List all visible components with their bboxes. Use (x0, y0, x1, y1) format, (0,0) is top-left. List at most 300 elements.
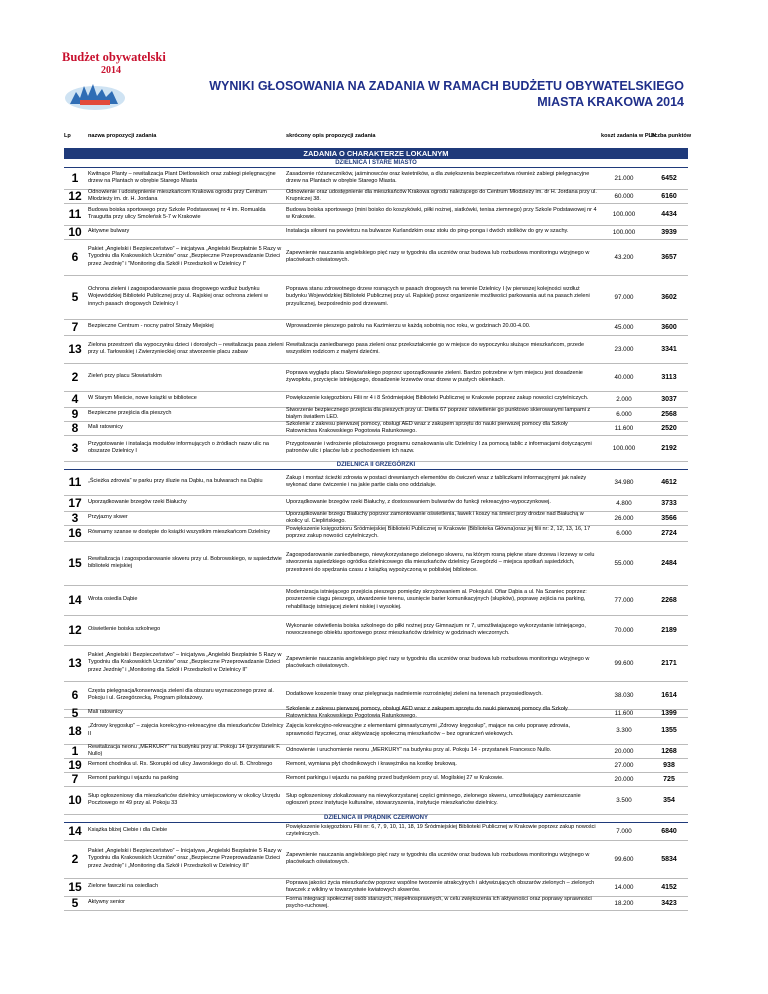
row-lp (64, 541, 86, 585)
row-points (650, 717, 688, 744)
row-cost (600, 495, 648, 511)
row-lp (64, 511, 86, 525)
row-cost (600, 717, 648, 744)
row-desc (286, 319, 598, 335)
row-name (88, 615, 285, 645)
row-points (650, 189, 688, 203)
row-lp (64, 469, 86, 495)
row-desc-text: Instalacja siłowni na powietrzu na bulwarze Kurlandzkim oraz stołu do ping-ponga i dwóch stolików do gry w szachy. (286, 228, 569, 235)
row-desc (286, 407, 598, 421)
row-cost (600, 203, 648, 225)
logo-line1: Budżet obywatelski (62, 50, 166, 64)
row-lp-text: 12 (68, 189, 82, 203)
row-points-text: 2724 (661, 529, 677, 537)
row-lp-text: 10 (68, 793, 82, 807)
table-row (64, 391, 688, 408)
row-cost (600, 709, 648, 717)
row-cost-text: 21.000 (614, 174, 634, 182)
row-points-text: 6840 (661, 827, 677, 835)
row-name (88, 167, 285, 189)
row-desc (286, 435, 598, 461)
row-cost-text: 45.000 (614, 323, 634, 331)
row-name (88, 469, 285, 495)
row-cost-text: 6.000 (616, 529, 632, 537)
row-name (88, 758, 285, 772)
table-header (64, 131, 692, 143)
row-lp (64, 189, 86, 203)
row-desc (286, 717, 598, 744)
row-lp-text: 5 (71, 290, 79, 304)
row-cost-text: 70.000 (614, 626, 634, 634)
row-desc (286, 495, 598, 511)
row-desc-text: Odnowienie i uruchomienie neonu „MERKURY” na budynku przy al. Pokoju 14 - przystanek Francesco Nullo. (286, 747, 552, 754)
row-lp (64, 391, 86, 407)
row-cost-text: 99.600 (614, 855, 634, 863)
row-lp-text: 14 (68, 824, 82, 838)
row-lp-text: 19 (68, 758, 82, 772)
row-points (650, 275, 688, 319)
row-cost-text: 40.000 (614, 373, 634, 381)
row-points (650, 167, 688, 189)
row-desc-text: Zapewnienie nauczania angielskiego pięć razy w tygodniu dla uczniów oraz budowa lub rozbudowa monitoringu wizyjnego w placówkach oświatowych. (286, 249, 590, 263)
table-row (64, 615, 688, 646)
row-points-text: 1614 (661, 691, 677, 699)
row-lp-text: 14 (68, 593, 82, 607)
page-title (209, 78, 684, 110)
row-desc-text: Powiększenie księgozbioru Śródmiejskiej Biblioteki Publicznej w Krakowie (Biblioteka Główna)oraz jej filii nr: 2, 12, 13, 16, 17 poprzez zakup nowości czytelniczych. (286, 525, 591, 539)
row-desc (286, 203, 598, 225)
section-title: ZADANIA O CHARAKTERZE LOKALNYM (64, 148, 688, 159)
city-skyline-icon (62, 78, 128, 112)
row-name-text: Mali ratownicy (88, 424, 123, 431)
row-cost (600, 335, 648, 363)
row-desc (286, 645, 598, 681)
row-points (650, 495, 688, 511)
district-heading: DZIELNICA III PRĄDNIK CZERWONY (64, 814, 688, 823)
row-cost (600, 469, 648, 495)
row-cost-text: 26.000 (614, 514, 634, 522)
row-lp-text: 6 (71, 250, 79, 264)
row-points-text: 3939 (661, 228, 677, 236)
table-row (64, 511, 688, 526)
row-desc (286, 511, 598, 525)
row-name (88, 335, 285, 363)
row-points-text: 1399 (661, 709, 677, 717)
row-points (650, 896, 688, 910)
row-desc-text: Wprowadzenie pieszego patrolu na Kazimierzu w każdą sobotnią noc roku, w godzinach 20.00-4.00. (286, 323, 531, 330)
row-points (650, 786, 688, 814)
row-name-text: Remont chodnika ul. Rs. Skorupki od ulicy Jaworskiego do ul. B. Chrobrego (88, 761, 273, 768)
row-lp-text: 5 (71, 706, 79, 720)
row-cost-text: 43.200 (614, 253, 634, 261)
row-name (88, 435, 285, 461)
row-lp (64, 435, 86, 461)
row-lp (64, 744, 86, 758)
row-desc (286, 541, 598, 585)
row-lp-text: 13 (68, 656, 82, 670)
row-cost-text: 4.800 (616, 499, 632, 507)
row-name (88, 511, 285, 525)
row-lp (64, 717, 86, 744)
row-lp-text: 18 (68, 723, 82, 738)
row-name-text: Aktywny senior (88, 899, 125, 906)
row-cost (600, 758, 648, 772)
row-lp (64, 319, 86, 335)
table-row (64, 495, 688, 512)
row-points (650, 391, 688, 407)
row-lp-text: 5 (71, 896, 79, 910)
row-points (650, 758, 688, 772)
row-name (88, 786, 285, 814)
row-lp (64, 407, 86, 421)
row-points-text: 4434 (661, 210, 677, 218)
row-cost-text: 100.000 (612, 444, 636, 452)
row-name-text: Zielone fawczki na osiedlach (88, 883, 159, 890)
row-cost-text: 20.000 (614, 747, 634, 755)
row-desc-text: Modernizacja istniejącego przejścia pieszego pomiędzy skrzyżowaniem al. Pokoju/ul. Ofiar Dąbia a ul. Na Szaniec poprzez: poszerzenie ciągu pieszego, utwardzenie terenu, usunięcie barier komunikacyjnych (słupków), poprawę zejścia na parking, rehabilitację istniejącej zieleni niskiej i wysokiej. (286, 589, 587, 610)
row-points-text: 1355 (661, 727, 677, 734)
row-points-text: 354 (663, 796, 675, 804)
table-row (64, 203, 688, 226)
row-points-text: 3423 (661, 899, 677, 907)
row-lp (64, 525, 86, 541)
table-row (64, 319, 688, 336)
row-points (650, 435, 688, 461)
row-desc (286, 525, 598, 541)
row-lp-text: 7 (71, 320, 79, 334)
row-points-text: 3733 (661, 499, 677, 507)
row-name-text: „Ścieżka zdrowia” w parku przy śluzie na Dąbiu, na bulwarach na Dąbiu (88, 478, 263, 485)
row-desc-text: Przygotowanie i wdrożenie pilotażowego programu oznakowania ulic Dzielnicy I za pomocą tablic z informacjami dotyczącymi patronów ulic i placów lub z pochodzeniem ich nazw. (286, 440, 592, 454)
row-name (88, 896, 285, 910)
table-row (64, 363, 688, 392)
row-points-text: 4612 (661, 478, 677, 486)
row-cost-text: 14.000 (614, 883, 634, 891)
row-lp-text: 8 (71, 421, 79, 435)
row-lp-text: 15 (68, 880, 82, 894)
row-name (88, 878, 285, 896)
row-cost (600, 744, 648, 758)
row-points-text: 5834 (661, 855, 677, 863)
row-name (88, 495, 285, 511)
row-points (650, 615, 688, 645)
row-name (88, 717, 285, 744)
district-heading: DZIELNICA II GRZEGÓRZKI (64, 461, 688, 470)
table-row (64, 744, 688, 759)
row-name-text: Zieleń przy placu Słowiańskim (88, 373, 162, 380)
row-desc (286, 239, 598, 275)
table-row (64, 896, 688, 911)
row-desc-text: Zagospodarowanie zaniedbanego, niewykorzystanego zielonego skweru, na którym rosną piękne stare drzewa i krzewy w celu stworzenia sąsiedzkiego ogródka dzielnicowego dla mieszkańców dzielnicy Grzegórzki – miejsca spotkań sąsiedzkich, przestrzeni do spędzania czasu z książką wypożyczoną w pobliskiej bibliotece. (286, 552, 595, 573)
row-lp-text: 16 (68, 526, 82, 540)
row-name-text: Bezpieczne Centrum - nocny patrol Straży Miejskiej (88, 323, 214, 330)
row-points-text: 3602 (661, 293, 677, 301)
row-desc (286, 758, 598, 772)
table-row (64, 840, 688, 879)
row-lp (64, 421, 86, 435)
table-row (64, 167, 688, 190)
row-desc (286, 167, 598, 189)
row-points-text: 725 (663, 775, 675, 783)
row-name (88, 645, 285, 681)
row-lp (64, 706, 86, 720)
row-points-text: 4152 (661, 883, 677, 891)
row-points (650, 421, 688, 435)
row-points (650, 681, 688, 709)
row-lp (64, 615, 86, 645)
logo-line2: 2014 (101, 65, 121, 76)
row-name (88, 407, 285, 421)
row-desc-text: Powiększenie księgozbioru Filii nr: 6, 7, 9, 10, 11, 18, 19 Śródmiejskiej Biblioteki Publicznej w Krakowie poprzez zakup nowości czytelniczych. (286, 823, 596, 837)
row-name (88, 421, 285, 435)
table-row (64, 772, 688, 787)
row-lp-text: 11 (68, 475, 82, 489)
row-desc (286, 896, 598, 910)
row-name-text: Równamy szanse w dostępie do książki wszystkim mieszkańcom Dzielnicy (88, 529, 271, 536)
row-points (650, 225, 688, 239)
table-row (64, 407, 688, 422)
row-lp-text: 2 (71, 370, 79, 384)
row-cost (600, 786, 648, 814)
row-lp-text: 3 (71, 511, 79, 525)
row-lp (64, 167, 86, 189)
row-lp (64, 363, 86, 391)
row-cost-text: 3.300 (616, 727, 632, 734)
table-row (64, 421, 688, 436)
row-cost-text: 100.000 (612, 228, 636, 236)
row-name-text: W Starym Mieście, nowe książki w bibliotece (88, 395, 197, 402)
row-name-text: Pakiet „Angielski i Bezpieczeństwo” – Inicjatywa „Angielski Bezpłatnie 5 Razy w Tygodniu dla Krakowskich Uczniów” oraz „Bezpieczne Przeprowadzanie Dzieci przez Jezdnię” i „Monitoring dla Szkół i Przedszkoli w Dzielnicy III" (88, 848, 282, 869)
row-desc (286, 335, 598, 363)
row-desc-text: Odnowienie oraz udostępnienie dla mieszkańców Krakowa ogrodu należącego do Centrum Młodzieży im. dr H. Jordana przy ul. Krupniczej 38. (286, 188, 597, 202)
row-points (650, 822, 688, 840)
header-cost: koszt zadania w PLN (601, 133, 657, 139)
row-cost-text: 6.000 (616, 410, 632, 418)
row-lp (64, 758, 86, 772)
row-points (650, 407, 688, 421)
table-row (64, 786, 688, 815)
row-desc-text: Poprawa wyglądu placu Słowiańskiego poprzez uporządkowanie zieleni. Bardzo potrzebne w tym miejscu jest dosadzenie żywopłotu, przycięcie istniejącego, dosadzenie krzewów oraz drzew w pustych okienkach. (286, 369, 583, 383)
title-line1: WYNIKI GŁOSOWANIA NA ZADANIA W RAMACH BUDŻETU OBYWATELSKIEGO (209, 79, 684, 93)
row-points-text: 3657 (661, 253, 677, 261)
row-name-text: Kwitnące Planty – rewitalizacja Plant Dietlowskich oraz zabiegi pielęgnacyjne drzew na Plantach w obrębie Starego Miasta (88, 170, 276, 184)
row-desc-text: Forma integracji społecznej osób starszych, niepełnosprawnych, w celu zwiększenia ich aktywności oraz poprawy sprawności psycho-ruchowej. (286, 895, 592, 909)
row-lp-text: 7 (71, 772, 79, 786)
row-cost (600, 239, 648, 275)
row-cost (600, 645, 648, 681)
row-desc-text: Stworzenie bezpiecznego przejścia dla pieszych przy ul. Dietla 67 poprzez oświetlenie go punktowo skierowanymi lampami z białym światłem LED. (286, 406, 591, 420)
table-row (64, 469, 688, 496)
row-points-text: 6452 (661, 174, 677, 182)
row-desc (286, 391, 598, 407)
table-row (64, 435, 688, 462)
row-name (88, 525, 285, 541)
row-cost (600, 189, 648, 203)
row-desc-text: Rewitalizacja zaniedbanego pasa zieleni oraz przekształcenie go w miejsce do wypoczynku służące mieszkańcom, przede wszystkim rodzicom z małymi dziećmi. (286, 341, 585, 355)
row-lp-text: 1 (71, 744, 79, 758)
row-name (88, 189, 285, 203)
row-cost-text: 2.000 (616, 395, 632, 403)
row-points-text: 2520 (661, 424, 677, 432)
row-cost-text: 34.980 (614, 478, 634, 486)
row-desc-text: Szkolenie z zakresu pierwszej pomocy, obsługi AED wraz z zakupem sprzętu do nauki pierwszej pomocy dla Szkoły Ratownictwa Krakowskiego Pogotowia Ratunkowego. (286, 420, 568, 434)
row-name (88, 709, 285, 717)
row-lp (64, 840, 86, 878)
row-name (88, 225, 285, 239)
row-cost (600, 772, 648, 786)
row-desc (286, 786, 598, 814)
row-name-text: Bezpieczne przejścia dla pieszych (88, 410, 172, 417)
row-name-text: Słup ogłoszeniowy dla mieszkańców dzielnicy umiejscowiony w okolicy Urzędu Pocztowego nr 49 przy al. Pokoju 33 (88, 792, 280, 806)
row-name-text: Mali ratownicy (88, 709, 123, 716)
row-points (650, 744, 688, 758)
row-desc (286, 585, 598, 615)
row-points (650, 585, 688, 615)
row-lp (64, 239, 86, 275)
row-desc-text: Słup ogłoszeniowy zlokalizowany na niewykorzystanej części gminnego, zielonego skweru, umożliwiający zamieszczanie ogłoszeń przez instytucje kulturalne, stowarzyszenia, instytucje mieszkańców dzielnicy. (286, 792, 581, 806)
row-desc (286, 275, 598, 319)
row-lp-text: 4 (71, 392, 79, 406)
row-cost (600, 275, 648, 319)
row-points-text: 2568 (661, 410, 677, 418)
row-name (88, 744, 285, 758)
row-name (88, 203, 285, 225)
row-lp (64, 275, 86, 319)
row-cost (600, 435, 648, 461)
row-name (88, 840, 285, 878)
row-desc-text: Zapewnienie nauczania angielskiego pięć razy w tygodniu dla uczniów oraz budowa lub rozbudowa monitoringu wizyjnego w placówkach oświatowych. (286, 851, 590, 865)
row-desc-text: Poprawa jakości życia mieszkańców poprzez wspólne tworzenie atrakcyjnych i aktywizujących obszarów zielonych – zielonych fawczek z wikliny w towarzystwie kwiatowych skwerów. (286, 879, 595, 893)
table-row (64, 275, 688, 320)
row-points-text: 938 (663, 761, 675, 769)
row-cost-text: 38.030 (614, 691, 634, 699)
row-points (650, 511, 688, 525)
row-name (88, 363, 285, 391)
row-lp (64, 225, 86, 239)
table-row (64, 645, 688, 682)
row-lp-text: 15 (68, 556, 82, 570)
row-desc-text: Uporządkowanie brzegu Białuchy poprzez zamontowanie oświetlenia, ławek i koszy na śmieci przy drodze nad Białuchą w okolicy ul. Cieplińskiego. (286, 510, 584, 524)
row-lp-text: 6 (71, 688, 79, 702)
row-desc (286, 681, 598, 709)
row-name-text: Oświetlenie boiska szkolnego (88, 626, 161, 633)
row-desc-text: Dodatkowe koszenie trawy oraz pielęgnacja nadmiernie rozrośniętej zieleni na terenach przyosiedlowych. (286, 691, 543, 698)
title-line2: MIASTA KRAKOWA 2014 (537, 95, 684, 109)
row-lp (64, 645, 86, 681)
row-points-text: 2268 (661, 596, 677, 604)
row-desc (286, 840, 598, 878)
row-name-text: Budowa boiska sportowego przy Szkole Podstawowej nr 4 im. Romualda Traugutta przy ulicy Smoleńsk 5-7 w Krakowie (88, 206, 266, 220)
row-lp-text: 2 (71, 852, 79, 866)
table-row (64, 541, 688, 586)
row-name-text: Wrota osiedla Dąbie (88, 596, 138, 603)
row-lp (64, 203, 86, 225)
row-desc-text: Poprawa stanu zdrowotnego drzew rosnących w pasach drogowych na terenie Dzielnicy I (w pierwszej kolejności wzdłuż budynku Wojewódzkiej Biblioteki Publicznej przy ul. Rajskiej) przez organizenie możliwości parkowania aut na pasach zieleni przyulicznej, bezpośrednio pod drzewami. (286, 286, 590, 307)
row-cost (600, 541, 648, 585)
row-cost-text: 97.000 (614, 293, 634, 301)
row-cost-text: 55.000 (614, 559, 634, 567)
row-lp (64, 335, 86, 363)
row-cost (600, 896, 648, 910)
table-row (64, 239, 688, 276)
row-points-text: 6160 (661, 192, 677, 200)
row-cost (600, 615, 648, 645)
row-desc-text: Uporządkowanie brzegów rzeki Białuchy, z dostosowaniem bulwarów do funkcji rekreacyjno-wypoczynkowej. (286, 499, 551, 506)
row-desc-text: Remont parkingu i wjazdu na parking przed budynkiem przy ul. Mogilskiej 27 w Krakowie. (286, 775, 504, 782)
row-points (650, 525, 688, 541)
row-points-text: 2189 (661, 626, 677, 634)
row-cost (600, 319, 648, 335)
row-name-text: Uporządkowanie brzegów rzeki Białuchy (88, 499, 187, 506)
row-desc-text: Wykonanie oświetlenia boiska szkolnego do piłki nożnej przy Gimnazjum nr 7, umożliwiającego wykorzystanie istniejącego, nowoczesnego obiektu sportowego przez mieszkańców dzielnicy w godzinach wieczornych. (286, 622, 586, 636)
row-points-text: 2171 (661, 659, 677, 667)
row-points (650, 203, 688, 225)
row-lp (64, 681, 86, 709)
row-points (650, 772, 688, 786)
row-name-text: Książka bliżej Ciebie i dla Ciebie (88, 827, 168, 834)
row-lp-text: 9 (71, 407, 79, 421)
row-name-text: Rewitalizacja neonu „MERKURY” na budynku przy al. Pokoju 14 (przystanek F. Nullo) (88, 743, 281, 757)
row-name-text: Aktywne bulwary (88, 228, 130, 235)
header-points: liczba punktów (651, 133, 692, 139)
row-cost (600, 878, 648, 896)
row-name (88, 391, 285, 407)
table-row (64, 525, 688, 542)
row-points (650, 319, 688, 335)
row-name-text: Zielona przestrzeń dla wypoczynku dzieci i dorosłych – rewitalizacja pasa zieleni przy ul. Tarłowskiej i Zwierzynieckiej oraz stworzenie placu zabaw (88, 341, 284, 355)
row-desc-text: Powiększenie księgozbioru Filii nr 4 i 8 Śródmiejskiej Biblioteki Publicznej w Krakowie poprzez zakup nowości czytelniczych. (286, 395, 589, 402)
row-lp (64, 878, 86, 896)
row-name (88, 239, 285, 275)
row-name-text: Rewitalizacja i zagospodarowanie skweru przy ul. Bobrowskiego, w sąsiedztwie biblioteki miejskiej (88, 555, 282, 569)
row-cost-text: 11.600 (614, 709, 634, 717)
row-lp (64, 822, 86, 840)
table-row (64, 189, 688, 204)
header-desc: skrócony opis propozycji zadania (286, 133, 376, 139)
row-points (650, 709, 688, 717)
row-points (650, 645, 688, 681)
row-points-text: 1268 (661, 747, 677, 755)
row-desc (286, 225, 598, 239)
row-lp (64, 786, 86, 814)
row-desc (286, 469, 598, 495)
row-desc-text: Budowa boiska sportowego (mini boisko do koszykówki, piłki nożnej, siatkówki, tenisa ziemnego) przy Szkole Podstawowej nr 4 w Krakowie. (286, 206, 597, 220)
table-row (64, 225, 688, 240)
table-row (64, 585, 688, 616)
row-cost-text: 99.600 (614, 659, 634, 667)
row-name (88, 585, 285, 615)
row-cost (600, 391, 648, 407)
row-desc (286, 421, 598, 435)
row-name (88, 275, 285, 319)
row-lp-text: 12 (68, 623, 82, 637)
row-cost-text: 27.000 (614, 761, 634, 769)
row-cost-text: 20.000 (614, 775, 634, 783)
row-cost-text: 60.000 (614, 192, 634, 200)
row-name (88, 681, 285, 709)
row-points (650, 363, 688, 391)
row-points-text: 3037 (661, 395, 677, 403)
row-points (650, 469, 688, 495)
row-desc (286, 363, 598, 391)
row-name-text: „Zdrowy kręgosłup” – zajęcia korekcyjno-rekreacyjne dla mieszkańców Dzielnicy II (88, 723, 284, 737)
row-cost (600, 363, 648, 391)
header-lp: Lp (64, 133, 71, 139)
row-lp-text: 10 (68, 225, 82, 239)
row-cost (600, 421, 648, 435)
row-name-text: Przyjazny skwer (88, 514, 128, 521)
row-cost-text: 11.600 (614, 424, 634, 432)
